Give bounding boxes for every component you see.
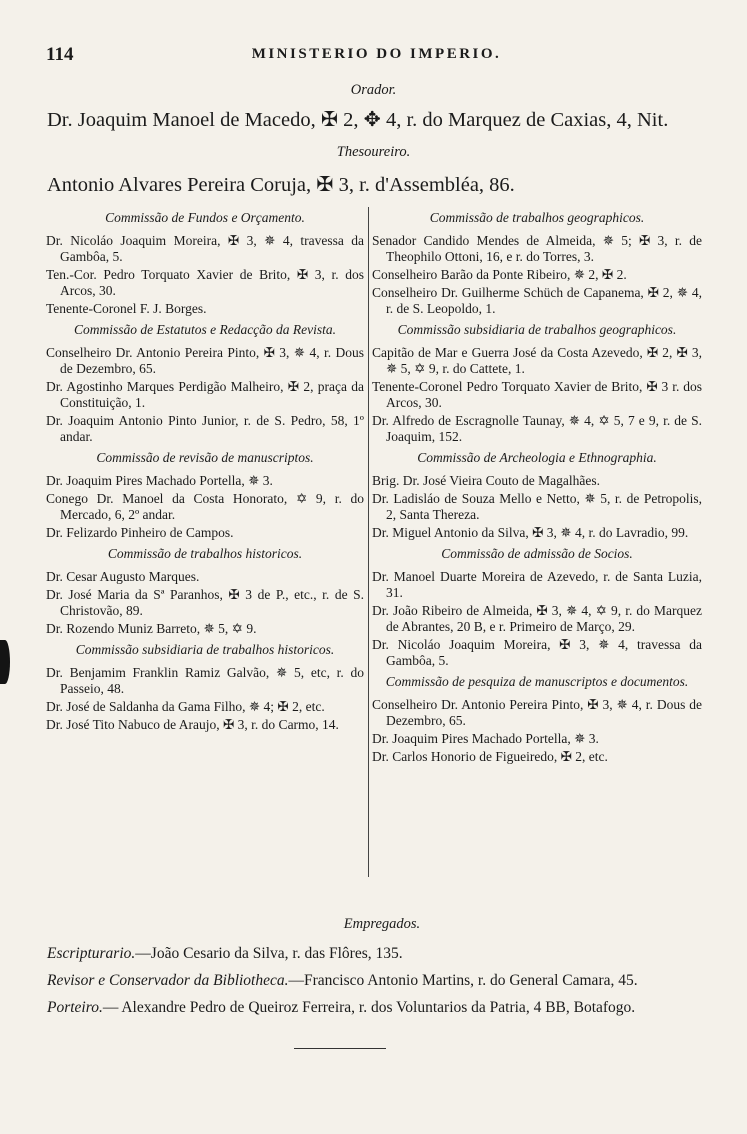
member-entry: Dr. Manoel Duarte Moreira de Azevedo, r. de Santa Luzia, 31. bbox=[372, 569, 702, 600]
member-entry: Dr. Miguel Antonio da Silva, ✠ 3, ✵ 4, r. do Lavradio, 99. bbox=[372, 525, 689, 540]
member-entry: Conselheiro Dr. Antonio Pereira Pinto, ✠ 3, ✵ 4, r. Dous de Dezembro, 65. bbox=[372, 697, 702, 728]
committee-block bbox=[46, 546, 364, 637]
employee-entry bbox=[47, 971, 717, 990]
orador-entry: Dr. Joaquim Manoel de Macedo, ✠ 2, ✥ 4, r. do Marquez de Caxias, 4, Nit. bbox=[47, 109, 669, 131]
employee-name: —Francisco Antonio Martins, r. do General Camara, 45. bbox=[288, 972, 638, 989]
employee-role: Revisor e Conservador da Bibliotheca. bbox=[47, 972, 289, 989]
committee-block bbox=[46, 450, 364, 541]
thesoureiro-heading: Thesoureiro. bbox=[336, 144, 411, 160]
member-entry: Conselheiro Dr. Antonio Pereira Pinto, ✠ 3, ✵ 4, r. Dous de Dezembro, 65. bbox=[46, 345, 364, 376]
member-entry: Dr. José de Saldanha da Gama Filho, ✵ 4; ✠ 2, etc. bbox=[46, 699, 325, 714]
committee-block bbox=[372, 450, 702, 541]
committee-title: Commissão de Archeologia e Ethnographia. bbox=[417, 450, 657, 465]
committee-block bbox=[372, 210, 702, 317]
member-entry: Dr. Agostinho Marques Perdigão Malheiro, ✠ 2, praça da Constituição, 1. bbox=[46, 379, 364, 410]
employee-role: Porteiro. bbox=[47, 999, 103, 1016]
member-entry: Dr. Nicoláo Joaquim Moreira, ✠ 3, ✵ 4, travessa da Gambôa, 5. bbox=[372, 637, 702, 668]
member-entry: Dr. Alfredo de Escragnolle Taunay, ✵ 4, ✡ 5, 7 e 9, r. de S. Joaquim, 152. bbox=[372, 413, 702, 444]
member-entry: Conselheiro Dr. Guilherme Schüch de Capanema, ✠ 2, ✵ 4, r. de S. Leopoldo, 1. bbox=[372, 285, 702, 316]
committee-title: Commissão subsidiaria de trabalhos geographicos. bbox=[397, 322, 677, 337]
member-entry: Dr. Cesar Augusto Marques. bbox=[46, 569, 200, 584]
column-divider bbox=[368, 207, 369, 877]
running-title: MINISTERIO DO IMPERIO. bbox=[251, 46, 502, 62]
member-entry: Dr. José Tito Nabuco de Araujo, ✠ 3, r. do Carmo, 14. bbox=[46, 717, 339, 732]
member-entry: Dr. Felizardo Pinheiro de Campos. bbox=[46, 525, 234, 540]
thesoureiro-entry: Antonio Alvares Pereira Coruja, ✠ 3, r. d'Assembléa, 86. bbox=[47, 174, 515, 196]
member-entry: Dr. Joaquim Pires Machado Portella, ✵ 3. bbox=[372, 731, 599, 746]
committee-title: Commissão de trabalhos geographicos. bbox=[429, 210, 645, 225]
member-entry: Ten.-Cor. Pedro Torquato Xavier de Brito, ✠ 3, r. dos Arcos, 30. bbox=[46, 267, 364, 298]
member-entry: Dr. Rozendo Muniz Barreto, ✵ 5, ✡ 9. bbox=[46, 621, 257, 636]
member-entry: Dr. Benjamim Franklin Ramiz Galvão, ✵ 5, etc, r. do Passeio, 48. bbox=[46, 665, 364, 696]
member-entry: Senador Candido Mendes de Almeida, ✵ 5; ✠ 3, r. de Theophilo Ottoni, 16, e r. do Torres, 3. bbox=[372, 233, 702, 264]
member-entry: Dr. Nicoláo Joaquim Moreira, ✠ 3, ✵ 4, travessa da Gambôa, 5. bbox=[46, 233, 364, 264]
employee-entry bbox=[47, 944, 717, 963]
orador-heading: Orador. bbox=[350, 82, 397, 98]
committee-title: Commissão subsidiaria de trabalhos historicos. bbox=[75, 642, 335, 657]
member-entry: Brig. Dr. José Vieira Couto de Magalhães. bbox=[372, 473, 601, 488]
committee-title: Commissão de revisão de manuscriptos. bbox=[96, 450, 314, 465]
employee-name: — Alexandre Pedro de Queiroz Ferreira, r. dos Voluntarios da Patria, 4 BB, Botafogo. bbox=[102, 999, 636, 1016]
member-entry: Dr. Joaquim Pires Machado Portella, ✵ 3. bbox=[46, 473, 273, 488]
right-column bbox=[372, 205, 702, 769]
member-entry: Dr. Joaquim Antonio Pinto Junior, r. de S. Pedro, 58, 1º andar. bbox=[46, 413, 364, 444]
left-column bbox=[46, 205, 364, 737]
empregados-list bbox=[47, 944, 717, 1017]
committee-title: Commissão de admissão de Socios. bbox=[441, 546, 633, 561]
committee-block bbox=[372, 546, 702, 669]
committee-title: Commissão de trabalhos historicos. bbox=[107, 546, 303, 561]
empregados-heading: Empregados. bbox=[343, 916, 421, 932]
member-entry: Dr. João Ribeiro de Almeida, ✠ 3, ✵ 4, ✡ 9, r. do Marquez de Abrantes, 20 B, e r. Primeiro de Março, 29. bbox=[372, 603, 702, 634]
page-header bbox=[46, 44, 707, 66]
committee-title: Commissão de Fundos e Orçamento. bbox=[105, 210, 305, 225]
employee-role: Escripturario. bbox=[47, 945, 136, 962]
committee-block bbox=[46, 210, 364, 317]
ink-smudge bbox=[0, 640, 10, 684]
employee-entry bbox=[47, 998, 717, 1017]
committee-block bbox=[46, 322, 364, 445]
closing-rule bbox=[294, 1048, 386, 1049]
member-entry: Tenente-Coronel F. J. Borges. bbox=[46, 301, 207, 316]
committee-block bbox=[372, 674, 702, 765]
committee-block bbox=[372, 322, 702, 445]
member-entry: Tenente-Coronel Pedro Torquato Xavier de Brito, ✠ 3 r. dos Arcos, 30. bbox=[372, 379, 702, 410]
member-entry: Dr. Carlos Honorio de Figueiredo, ✠ 2, etc. bbox=[372, 749, 608, 764]
committee-title: Commissão de Estatutos e Redacção da Revista. bbox=[73, 322, 337, 337]
empregados-section bbox=[47, 915, 717, 1025]
committee-block bbox=[46, 642, 364, 733]
committee-title: Commissão de pesquiza de manuscriptos e documentos. bbox=[385, 674, 689, 689]
member-entry: Dr. José Maria da Sª Paranhos, ✠ 3 de P., etc., r. de S. Christovão, 89. bbox=[46, 587, 364, 618]
employee-name: —João Cesario da Silva, r. das Flôres, 135. bbox=[135, 945, 403, 962]
member-entry: Conselheiro Barão da Ponte Ribeiro, ✵ 2, ✠ 2. bbox=[372, 267, 627, 282]
member-entry: Dr. Ladisláo de Souza Mello e Netto, ✵ 5, r. de Petropolis, 2, Santa Thereza. bbox=[372, 491, 702, 522]
page-number: 114 bbox=[46, 44, 74, 65]
member-entry: Capitão de Mar e Guerra José da Costa Azevedo, ✠ 2, ✠ 3, ✵ 5, ✡ 9, r. do Cattete, 1. bbox=[372, 345, 702, 376]
member-entry: Conego Dr. Manoel da Costa Honorato, ✡ 9, r. do Mercado, 6, 2º andar. bbox=[46, 491, 364, 522]
